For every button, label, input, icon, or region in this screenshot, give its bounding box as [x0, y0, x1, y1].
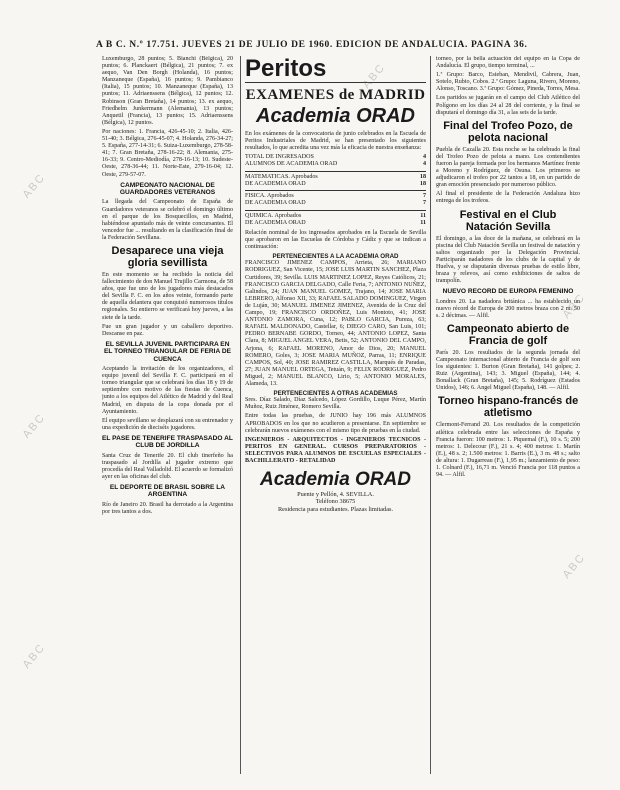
article-text: 1.ª Grupo: Barco, Esteban, Mendivil, Cabrera, Juan, Sotelo, Rubio, Cobos. 2.ª Grupo: Laguna, Rivero, Moreno, Alonso, Toscano. 3.ª Grupo: Gómez, Pineda, Torres, Mesa.	[436, 72, 580, 93]
watermark: ABC	[560, 291, 589, 321]
ad-address: Puente y Pellón, 4. SEVILLA.	[297, 491, 374, 499]
result-row: TOTAL DE INGRESADOS 4	[245, 154, 426, 161]
watermark: ABC	[20, 641, 49, 671]
headline: Desaparece una vieja gloria sevillista	[111, 244, 224, 269]
headline: NUEVO RECORD DE EUROPA FEMENINO	[442, 288, 574, 296]
headline: EL PASE DE TENERIFE TRASPASADO AL CLUB DE JORDILLA	[102, 434, 233, 450]
headline: EL DEPORTE DE BRASIL SOBRE LA ARGENTINA	[109, 484, 226, 499]
article-text: En este momento se ha recibido la noticia del fallecimiento de don Manuel Trujillo Carmona, de 58 años, que fue uno de los jugadores más destacados del Sevilla F. C. en los años veinte, formando parte de aquella delantera que conquistó numerosos títulos regionales. Su entierro se verificará hoy jueves, a las siete de la tarde.	[102, 271, 233, 321]
column-left	[102, 56, 233, 774]
article-text: Río de Janeiro 20. Brasil ha derrotado a la Argentina por tres tantos a dos.	[102, 501, 233, 515]
advertisement-orad	[240, 56, 431, 774]
article-text: Clermont-Ferrand 20. Los resultados de la competición atlética celebrada entre las selecciones de España y Francia fueron: 100 metros: 1. Piquemal (F.), 10 s. 5; 200 metros: 1. Delecour (F.), 21 s. 4; 400 metros: 1. Martín (E.), 48 s. 2; 1.500 metros: 1. Barris (E.), 3 m. 48 s.; salto de altura: 1. Dugarreau (F.), 1,95 m.; lanzamiento de peso: 1. Colnard (F.), 16,71 m. Venció Francia por 118 puntos a 94. — Alfil.	[436, 422, 580, 479]
ad-text: Relación nominal de los ingresados aprobados en la Escuela de Sevilla que aprobaron en las Escuelas de Córdoba y Cádiz y que se indican a continuación:	[245, 229, 426, 251]
result-row: DE ACADEMIA ORAD 7	[245, 200, 426, 207]
page-header: A B C. N.º 17.751. JUEVES 21 DE JULIO DE 1960. EDICION DE ANDALUCIA. PAGINA 36.	[96, 40, 528, 50]
divider	[245, 190, 426, 191]
watermark: ABC	[20, 171, 49, 201]
article-text: Aceptando la invitación de los organizadores, el equipo juvenil del Sevilla F. C. participará en el torneo triangular que se celebrará los días 18 y 19 de septiembre con motivo de las fiestas de Cuenca, junto a los equipos del Atlético de Madrid y del Real Madrid, en disputa de la copa donada por el Ayuntamiento.	[102, 366, 233, 415]
ad-brand-footer: Academia ORAD	[260, 469, 411, 491]
results-list	[245, 154, 426, 227]
result-row: FISICA. Aprobados 7	[245, 193, 426, 200]
ad-text: En los exámenes de la convocatoria de junio celebrados en la Escuela de Peritos Industriales de Madrid, se han presentado los siguientes resultados, lo que acredita una vez más la eficacia de nuestra enseñanza:	[245, 131, 426, 152]
result-row: QUIMICA. Aprobados 11	[245, 212, 426, 219]
ad-names-list: FRANCISCO JIMENEZ CAMPOS, Arrieta, 26; MARIANO RODRIGUEZ, San Vicente, 15; JOSE LUIS MARTIN SANCHEZ, Plaza Curtidores, 39; Sevilla. LUIS MARTINEZ LOPEZ, Reyes Católicos, 21; FRANCISCO GARCIA DELGADO, Calle Feria, 7; ANTONIO NUÑEZ, Galindos, 24; JUAN MANUEL GOMEZ, Trajano, 14; JOSE MARIA LEBRERO, Alfonso XII, 33; RAFAEL SALADO DOMINGUEZ, Virgen de Luján, 30; MANUEL JIMENEZ JIMENEZ, Avenida de la Cruz del Campo, 19; FRANCISCO ORDOÑEZ, Luis Montoto, 41; JOSE ANTONIO ZAMORA, Cuna, 12; PABLO GARCIA, Pureza, 63; RAFAEL MALDONADO, Castellar, 6; DIEGO CARO, San Luis, 101; PEDRO BERNABE GORDO, Torneo, 44; ANTONIO LOPEZ, Santa Clara, 8; MIGUEL ANGEL VERA, Betis, 52; ANTONIO DEL CAMPO, Arjona, 6; RAFAEL MORENO, Amor de Dios, 20; MANUEL ROMERO, Goles, 3; JOSE MARIA MUÑOZ, Parras, 11; ENRIQUE CAMPOS, Sol, 40; JOSE RAMIREZ CASTILLA, Marqués de Paradas, 27; JUAN MANUEL ORTEGA, Tetuán, 9; FELIX RODRIGUEZ, Pedro Miguel, 2; MANUEL BLANCO, Lirio, 5; ANTONIO MORALES, Alameda, 13.	[245, 260, 426, 387]
watermark: ABC	[20, 411, 49, 441]
ad-section-heading: PERTENECIENTES A OTRAS ACADEMIAS	[273, 390, 398, 398]
ad-title: Peritos	[245, 56, 426, 83]
ad-courses: INGENIEROS - ARQUITECTOS - INGENIEROS TECNICOS - PERITOS EN GENERAL. CURSOS PREPARATORIOS - SELECTIVOS PARA ALUMNOS DE ESCUELAS ESPECIALES - BACHILLERATO - RETALIDAD	[245, 436, 426, 465]
article-text: Santa Cruz de Tenerife 20. El club tinerfeño ha traspasado al Jordilla al jugador extremo que procedía del Real Valladolid. El acuerdo se formalizó ayer en las oficinas del club.	[102, 452, 233, 480]
ad-text: Entre todas las pruebas, de JUNIO hay 196 más ALUMNOS APROBADOS en los que no acudieron a presentarse. En septiembre se celebrarán nuevos exámenes con el mismo tipo de pruebas en la ciudad.	[245, 413, 426, 434]
article-text: Puebla de Cazalla 20. Esta noche se ha celebrado la final del Trofeo Pozo de pelota a mano. Los contendientes fueron la pareja formada por los hermanos Martínez frente a Moreno y Rodríguez, de Osuna. Los primeros se adjudicaron el trofeo por 22 tantos a 18, en un partido de gran emoción presenciado por numeroso público.	[436, 146, 580, 189]
headline: Torneo hispano-francés de atletismo	[437, 395, 579, 420]
watermark: ABC	[560, 551, 589, 581]
article-text: Al final el presidente de la Federación Andaluza hizo entrega de los trofeos.	[436, 191, 580, 205]
result-row: DE ACADEMIA ORAD 11	[245, 219, 426, 226]
headline: Campeonato abierto de Francia de golf	[446, 322, 570, 347]
article-text: Por naciones: 1. Francia, 426-45-10; 2. Italia, 426-51-40; 3. Bélgica, 276-45-07; 4. Holanda, 276-34-27; 5. España, 277-14-31; 6. Suiza-Luxemburgo, 278-58-41; 7. Gran Bretaña, 278-16-22; 8. Alemania, 275-16-33; 9. Centro-Mediodía, 278-16-13; 10. Sudeste-Oeste, 278-36-44; 11. Norte-Este, 279-16-04; 12. Oeste, 279-57-07.	[102, 128, 233, 178]
article-text: Londres 20. La nadadora británica ... ha establecido un nuevo récord de Europa de 200 metros braza con 2 m. 50 s. 2 décimas. — Alfil.	[436, 298, 580, 319]
ad-subtitle: EXAMENES de MADRID	[245, 87, 426, 103]
ad-section-heading: PERTENECIENTES A LA ACADEMIA ORAD	[272, 253, 399, 261]
ad-text: Sres. Díaz Salado, Díaz Salcedo, López Gordillo, Luque Pérez, Martín Muñoz, Ruiz Jiménez, Romero Sevilla.	[245, 397, 426, 411]
article-text: Luxemburgo, 28 puntos; 5. Bianchi (Bélgica), 20 puntos; 6. Planckaert (Bélgica), 21 puntos; 7. ex aequo, Van Den Borgh (Holanda), 16 puntos; Manzaneque (España), 16 puntos; 9. Pambianco (Italia), 15 puntos; 10. Manzaneque (España), 13 puntos; 11. Adriaenssens (Bélgica), 12 puntos; 12. Robinson (Gran Bretaña), 14 puntos; 13. ex aequo, Friedhelm Junkermann (Alemania), 13 puntos; Anquetil (Francia), 13 puntos; 15. Adriaenssens (Bélgica), 12 puntos.	[102, 56, 233, 126]
article-text: torneo, por la bella actuación del equipo en la Copa de Andalucía. El grupo, tiempo terminal, ...	[436, 56, 580, 70]
headline: CAMPEONATO NACIONAL DE GUARDADORES VETERANOS	[119, 181, 216, 196]
article-text: Los partidos se jugarán en el campo del Club Atlético del Polígono en los días 24 al 28 del corriente, y la final se disputará el domingo día 31, a las seis de la tarde.	[436, 95, 580, 116]
article-text: París 20. Los resultados de la segunda jornada del Campeonato internacional abierto de Francia de golf son los siguientes: 1. Burton (Gran Bretaña), 141 golpes; 2. Ruiz (Argentina), 143; 3. Miguel (España), 144; 4. Bonallack (Gran Bretaña), 145; 5. Rodríguez (Estados Unidos), 146; 6. Angel Miguel (España), 148. — Alfil.	[436, 349, 580, 392]
article-text: La llegada del Campeonato de España de Guardadores veteranos se celebró el domingo último en el parque de los Bosquecillos, en Madrid, habiéndose apuntado más de veinte concursantes. El vencedor fue ... resultando en la clasificación final de la Federación Sevillana.	[102, 199, 233, 241]
ad-residence: Residencia para estudiantes. Plazas limitadas.	[277, 505, 394, 513]
ad-phone: Teléfono 38675	[315, 498, 356, 506]
column-right	[436, 56, 580, 774]
result-row: DE ACADEMIA ORAD 18	[245, 180, 426, 187]
ad-brand: Academia ORAD	[256, 105, 415, 127]
article-text: El domingo, a las doce de la mañana, se celebrará en la piscina del Club Natación Sevilla un festival de natación y saltos organizado por la Delegación Provincial. Participarán nadadores de los clubs de la capital y de Huelva, y se disputarán diversas pruebas de estilo libre, braza y relevos, así como exhibiciones de saltos de trampolín.	[436, 235, 580, 285]
article-text: El equipo sevillano se desplazará con su entrenador y una expedición de dieciséis jugadores.	[102, 417, 233, 431]
divider	[245, 210, 426, 211]
article-text: Fue un gran jugador y un caballero deportivo. Descanse en paz.	[102, 323, 233, 337]
result-row: MATEMATICAS. Aprobados 18	[245, 173, 426, 180]
headline: Final del Trofeo Pozo, de pelota nacional	[443, 119, 573, 144]
watermark: ABC	[360, 61, 389, 91]
result-row: ALUMNOS DE ACADEMIA ORAD 4	[245, 161, 426, 168]
headline: Festival en el Club Natación Sevilla	[459, 208, 557, 233]
divider	[245, 171, 426, 172]
headline: EL SEVILLA JUVENIL PARTICIPARA EN EL TORNEO TRIANGULAR DE FERIA DE CUENCA	[104, 340, 231, 363]
